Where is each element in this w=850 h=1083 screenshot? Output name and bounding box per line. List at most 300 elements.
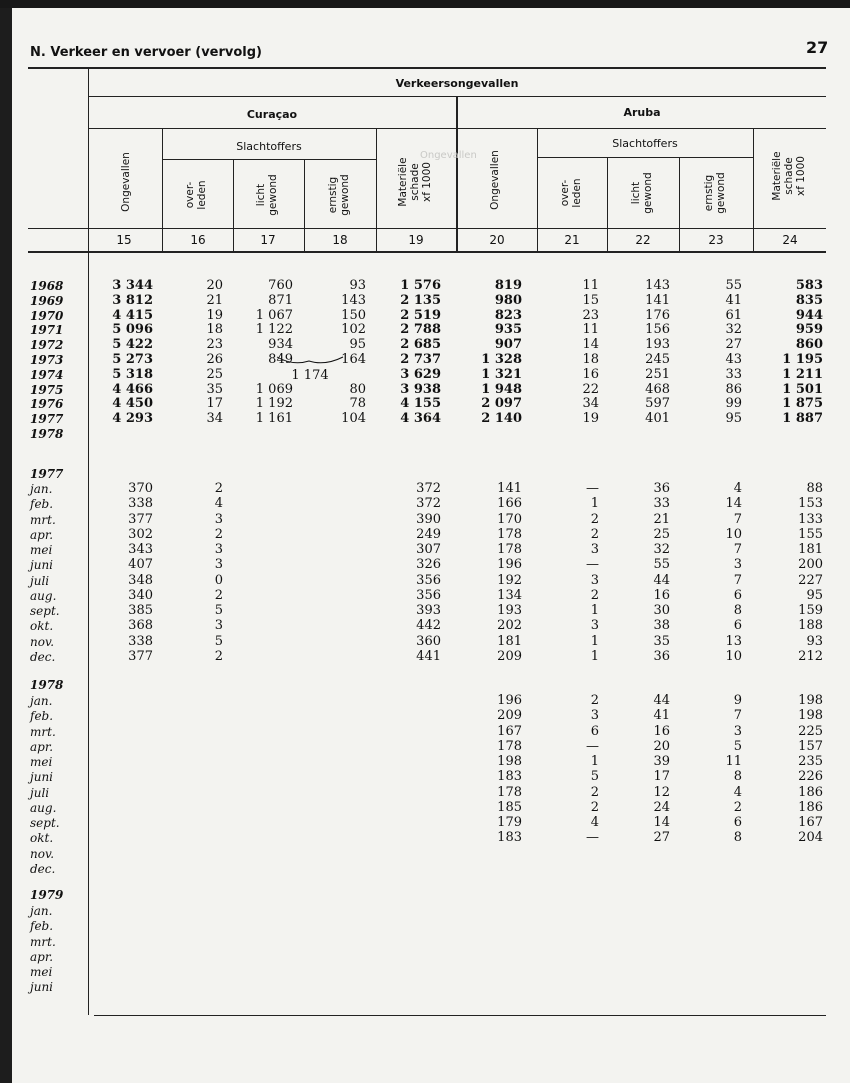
year-row-1974-col19: 3 629 (400, 366, 441, 382)
year-row-1973-col22: 245 (645, 352, 670, 367)
month-1978-4-col21: 1 (590, 754, 599, 769)
month-1977-8-col22: 30 (653, 603, 670, 618)
month-1979-5-label: juni (30, 980, 54, 995)
month-1977-11-col15: 377 (128, 648, 153, 664)
col18-header: ernstig gewond (327, 174, 351, 216)
year-row-1973-col15: 5 273 (112, 352, 153, 367)
year-row-1975-col15: 4 466 (112, 381, 153, 397)
col-divider-23 (753, 128, 754, 251)
top-rule (28, 67, 826, 69)
month-1977-8-col20: 193 (497, 603, 522, 618)
year-row-1972-label: 1972 (30, 338, 64, 353)
year-row-1972-col22: 193 (645, 337, 670, 353)
month-1977-1-label: feb. (30, 497, 54, 512)
year-row-1976-label: 1976 (30, 397, 64, 412)
month-1977-7-col15: 340 (128, 587, 153, 603)
month-1977-7-col22: 16 (653, 587, 670, 603)
month-1977-11-col23: 10 (725, 648, 742, 664)
year-row-1973-label: 1973 (30, 353, 64, 367)
year-row-1968-col15: 3 344 (112, 278, 153, 293)
col-divider-21 (607, 157, 608, 251)
year-row-1974-col22: 251 (645, 366, 670, 382)
year-row-1977-label: 1977 (30, 412, 64, 427)
month-1977-2-col20: 170 (497, 511, 522, 527)
month-1977-6-col23: 7 (733, 572, 742, 588)
month-1977-4-label: mei (30, 543, 53, 557)
year-row-1969-col15: 3 812 (112, 292, 153, 308)
col-divider-18 (376, 128, 377, 251)
year-row-1976-col18: 78 (349, 396, 366, 412)
month-1977-7-label: aug. (30, 588, 57, 603)
month-1978-8-label: sept. (30, 816, 60, 830)
month-1977-4-col22: 32 (653, 542, 670, 557)
month-1978-6-col23: 4 (733, 784, 742, 800)
month-1977-11-col22: 36 (653, 648, 670, 664)
month-1977-2-col19: 390 (416, 511, 441, 527)
month-1977-8-label: sept. (30, 604, 60, 618)
colnum-19: 19 (408, 233, 424, 247)
month-1977-5-col22: 55 (653, 557, 670, 573)
year-row-1974-col23: 33 (725, 366, 742, 382)
month-1977-6-col15: 348 (128, 572, 153, 588)
year-row-1970-label: 1970 (30, 308, 64, 323)
year-row-1972-col23: 27 (725, 337, 742, 353)
month-1977-3-col16: 2 (214, 526, 223, 542)
year-row-1972-col18: 95 (349, 337, 366, 353)
month-1978-9-col22: 27 (653, 830, 670, 846)
month-1977-10-col24: 93 (806, 633, 823, 649)
col-divider-19 (456, 96, 458, 251)
month-1977-8-col19: 393 (416, 603, 441, 618)
month-1977-2-col16: 3 (214, 511, 223, 527)
month-1977-1-col19: 372 (416, 496, 441, 512)
year-row-1968-col18: 93 (349, 278, 366, 293)
month-1977-10-col21: 1 (590, 633, 599, 649)
year-row-1977-col18: 104 (341, 411, 366, 427)
month-1977-8-col21: 1 (590, 603, 599, 618)
colnum-21: 21 (564, 233, 580, 247)
month-1977-3-col15: 302 (128, 526, 153, 542)
year-row-1969-col24: 835 (795, 292, 823, 308)
col17-header: licht gewond (255, 174, 279, 216)
month-1978-3-col24: 157 (798, 738, 823, 754)
month-1978-0-col20: 196 (497, 693, 522, 708)
year-heading-1978: 1978 (30, 678, 64, 692)
month-1978-6-col22: 12 (653, 784, 670, 800)
month-1977-1-col15: 338 (128, 496, 153, 512)
month-1978-9-col24: 204 (798, 830, 823, 846)
col19-header: Materiële schade xf 1000 (397, 157, 433, 207)
month-1977-10-label: nov. (30, 634, 55, 649)
month-1977-4-col21: 3 (590, 542, 599, 557)
month-1977-5-col20: 196 (497, 557, 522, 573)
month-1979-1-label: feb. (30, 919, 54, 934)
month-1978-2-col20: 167 (497, 723, 522, 739)
year-row-1975-col20: 1 948 (481, 381, 522, 397)
year-row-1975-col23: 86 (725, 381, 742, 397)
colnum-22: 22 (635, 233, 651, 247)
month-1978-8-col21: 4 (590, 815, 599, 830)
year-row-1972-col21: 14 (582, 337, 599, 353)
month-1977-0-col22: 36 (653, 481, 670, 496)
year-row-1971-col22: 156 (645, 322, 670, 338)
month-1977-10-col20: 181 (497, 633, 522, 649)
month-1978-4-col20: 198 (497, 754, 522, 769)
year-row-1970-col19: 2 519 (400, 307, 441, 323)
victims-aruba: Slachtoffers (612, 137, 678, 150)
month-1978-2-col24: 225 (798, 723, 823, 739)
month-1977-4-col16: 3 (214, 542, 223, 557)
victims-curacao: Slachtoffers (236, 140, 302, 153)
year-row-1976-col24: 1 875 (782, 396, 823, 412)
month-1978-7-col23: 2 (733, 799, 742, 815)
month-1978-2-col22: 16 (653, 723, 670, 739)
month-1977-2-col15: 377 (128, 511, 153, 527)
month-1977-9-col24: 188 (798, 618, 823, 634)
month-1978-1-col23: 7 (733, 708, 742, 724)
month-1977-9-col23: 6 (733, 618, 742, 634)
year-row-1969-col21: 15 (582, 292, 599, 308)
year-row-1973-col19: 2 737 (400, 352, 441, 367)
year-row-1974-col15: 5 318 (112, 366, 153, 382)
colnum-20: 20 (489, 233, 505, 247)
year-row-1976-col17: 1 192 (255, 396, 293, 412)
month-1977-2-label: mrt. (30, 512, 56, 527)
col22-header: licht gewond (630, 172, 654, 214)
year-row-1971-col23: 32 (725, 322, 742, 338)
year-row-1971-col18: 102 (341, 322, 366, 338)
month-1977-11-col21: 1 (590, 648, 599, 664)
year-row-1970-col18: 150 (341, 307, 366, 323)
month-1978-0-col24: 198 (798, 693, 823, 708)
month-1978-9-col23: 8 (733, 830, 742, 846)
col-divider-16 (233, 159, 234, 251)
year-row-1975-col24: 1 501 (782, 381, 823, 397)
year-row-1969-col16: 21 (206, 292, 223, 308)
month-1977-0-col20: 141 (497, 481, 522, 496)
main-title: Verkeersongevallen (395, 77, 519, 90)
year-row-1968-label: 1968 (30, 279, 64, 293)
month-1977-0-col16: 2 (214, 481, 223, 496)
month-1977-9-col20: 202 (497, 618, 522, 634)
year-row-1970-col20: 823 (494, 307, 522, 323)
month-1977-5-col16: 3 (214, 557, 223, 573)
month-1977-3-label: apr. (30, 527, 54, 542)
month-1978-9-col21: — (586, 830, 599, 846)
month-1978-3-col21: — (586, 738, 599, 754)
year-row-1977-col23: 95 (725, 411, 742, 427)
year-row-1977-col17: 1 161 (255, 411, 293, 427)
col21-header: over- leden (559, 178, 583, 208)
month-1977-0-col24: 88 (806, 481, 823, 496)
month-1978-9-col20: 183 (497, 830, 522, 846)
year-row-1969-col17: 871 (268, 292, 293, 308)
colnum-24: 24 (782, 233, 798, 247)
month-1977-3-col23: 10 (725, 526, 742, 542)
month-1977-7-col24: 95 (806, 587, 823, 603)
month-1977-9-col22: 38 (653, 618, 670, 634)
month-1978-1-col24: 198 (798, 708, 823, 724)
year-row-1976-col20: 2 097 (481, 396, 522, 412)
month-1977-4-col20: 178 (497, 542, 522, 557)
year-row-1973-col17: 849 (268, 352, 293, 367)
month-1977-9-col16: 3 (214, 618, 223, 634)
month-1978-6-label: juli (30, 785, 50, 800)
year-row-1975-col17: 1 069 (255, 381, 293, 397)
bottom-rule (94, 1015, 826, 1016)
year-row-1970-col24: 944 (795, 307, 823, 323)
month-1977-4-col23: 7 (733, 542, 742, 557)
stub-divider (88, 69, 89, 1015)
year-row-1969-col18: 143 (341, 292, 366, 308)
month-1977-3-col24: 155 (798, 526, 823, 542)
month-1978-6-col21: 2 (590, 784, 599, 800)
month-1977-6-col19: 356 (416, 572, 441, 588)
year-row-1971-col16: 18 (206, 322, 223, 338)
year-row-1968-col22: 143 (645, 278, 670, 293)
page-header-title: N. Verkeer en vervoer (vervolg) (30, 45, 263, 60)
month-1977-6-col24: 227 (798, 572, 823, 588)
month-1977-11-col24: 212 (798, 648, 823, 664)
month-1978-4-col22: 39 (653, 754, 670, 769)
month-1978-5-col22: 17 (653, 769, 670, 785)
year-row-1970-col22: 176 (645, 307, 670, 323)
month-1977-1-col21: 1 (590, 496, 599, 512)
month-1977-9-label: okt. (30, 619, 54, 634)
month-1978-1-col20: 209 (497, 708, 522, 724)
month-1978-4-label: mei (30, 755, 53, 769)
year-row-1974-col21: 16 (582, 366, 599, 382)
month-1977-6-col22: 44 (653, 572, 670, 588)
month-1977-1-col23: 14 (725, 496, 742, 512)
year-row-1975-col21: 22 (582, 381, 599, 397)
month-1979-2-label: mrt. (30, 934, 56, 949)
year-row-1972-col24: 860 (795, 337, 823, 353)
year-row-1973-col16: 26 (206, 352, 223, 367)
month-1977-7-col23: 6 (733, 587, 742, 603)
month-1977-11-col19: 441 (416, 648, 441, 664)
year-row-1977-col19: 4 364 (400, 411, 441, 427)
month-1977-8-col24: 159 (798, 603, 823, 618)
colnum-18: 18 (332, 233, 348, 247)
month-1978-5-col24: 226 (798, 769, 823, 785)
year-row-1977-col22: 401 (645, 411, 670, 427)
year-row-1968-col17: 760 (268, 278, 293, 293)
year-row-1977-col20: 2 140 (481, 411, 522, 427)
year-row-1971-col17: 1 122 (255, 322, 293, 338)
merged-1974-injured: 1 174 (291, 368, 329, 383)
year-row-1969-col23: 41 (725, 292, 742, 308)
col15-header: Ongevallen (120, 152, 132, 212)
year-row-1973-col21: 18 (582, 352, 599, 367)
month-1977-6-label: juli (30, 573, 50, 588)
month-1977-1-col22: 33 (653, 496, 670, 512)
month-1978-0-col21: 2 (590, 693, 599, 708)
month-1977-0-col19: 372 (416, 481, 441, 496)
year-row-1972-col20: 907 (494, 337, 522, 353)
month-1978-5-col23: 8 (733, 769, 742, 785)
month-1979-4-label: mei (30, 965, 53, 979)
year-row-1968-col21: 11 (582, 278, 599, 293)
year-row-1970-col15: 4 415 (112, 307, 153, 323)
month-1978-11-label: dec. (30, 861, 56, 876)
month-1978-5-col21: 5 (590, 769, 599, 785)
month-1978-2-col21: 6 (590, 723, 599, 739)
bleed-through: Ongevallen (420, 150, 477, 161)
month-1977-1-col20: 166 (497, 496, 522, 512)
year-row-1970-col17: 1 067 (255, 307, 293, 323)
month-1977-0-col15: 370 (128, 481, 153, 496)
month-1978-0-col23: 9 (733, 693, 742, 708)
year-row-1974-col24: 1 211 (782, 366, 823, 382)
year-row-1968-col19: 1 576 (400, 278, 441, 293)
month-1977-0-col23: 4 (733, 481, 742, 496)
month-1978-8-col20: 179 (497, 815, 522, 830)
month-1977-2-col23: 7 (733, 511, 742, 527)
month-1977-1-col16: 4 (214, 496, 223, 512)
year-row-1977-col16: 34 (206, 411, 223, 427)
month-1977-5-col23: 3 (733, 557, 742, 573)
month-1978-8-col22: 14 (653, 815, 670, 830)
month-1977-3-col21: 2 (590, 526, 599, 542)
year-row-1976-col22: 597 (645, 396, 670, 412)
month-1977-10-col16: 5 (214, 633, 223, 649)
month-1978-7-col22: 24 (653, 799, 670, 815)
col-divider-22 (679, 157, 680, 251)
month-1978-3-col20: 178 (497, 738, 522, 754)
year-row-1969-col22: 141 (645, 292, 670, 308)
year-row-1974-label: 1974 (30, 367, 64, 382)
year-row-1972-col15: 5 422 (112, 337, 153, 353)
month-1977-0-label: jan. (30, 482, 53, 496)
year-row-1974-col16: 25 (206, 366, 223, 382)
month-1979-0-label: jan. (30, 904, 53, 918)
month-1978-8-col23: 6 (733, 815, 742, 830)
year-row-1970-col16: 19 (206, 307, 223, 323)
year-row-1975-label: 1975 (30, 382, 64, 397)
month-1977-10-col23: 13 (725, 633, 742, 649)
year-row-1976-col16: 17 (206, 396, 223, 412)
month-1977-5-label: juni (30, 558, 54, 573)
col20-header: Ongevallen (489, 150, 501, 210)
month-1977-7-col19: 356 (416, 587, 441, 603)
month-1977-11-col20: 209 (497, 648, 522, 664)
month-1977-6-col20: 192 (497, 572, 522, 588)
month-1978-1-col22: 41 (653, 708, 670, 724)
year-row-1972-col16: 23 (206, 337, 223, 353)
month-1977-6-col21: 3 (590, 572, 599, 588)
month-1977-4-col19: 307 (416, 542, 441, 557)
month-1977-9-col15: 368 (128, 618, 153, 634)
year-row-1971-col15: 5 096 (112, 322, 153, 338)
month-1978-0-col22: 44 (653, 693, 670, 708)
month-1977-9-col21: 3 (590, 618, 599, 634)
colnum-15: 15 (116, 233, 132, 247)
year-row-1978-label: 1978 (30, 427, 64, 441)
year-row-1973-col24: 1 195 (782, 352, 823, 367)
month-1977-3-col22: 25 (653, 526, 670, 542)
month-1978-2-col23: 3 (733, 723, 742, 739)
year-row-1975-col22: 468 (645, 381, 670, 397)
month-1978-3-col22: 20 (653, 738, 670, 754)
month-1978-7-col24: 186 (798, 799, 823, 815)
month-1977-10-col19: 360 (416, 633, 441, 649)
month-1977-3-col20: 178 (497, 526, 522, 542)
page-number: 27 (806, 38, 829, 57)
year-row-1975-col16: 35 (206, 381, 223, 397)
year-row-1973-col20: 1 328 (481, 352, 522, 367)
month-1977-7-col16: 2 (214, 587, 223, 603)
year-row-1971-col20: 935 (494, 322, 522, 338)
month-1977-3-col19: 249 (416, 526, 441, 542)
month-1978-0-label: jan. (30, 694, 53, 708)
year-row-1972-col17: 934 (268, 337, 293, 353)
month-1977-4-col15: 343 (128, 542, 153, 557)
month-1977-8-col16: 5 (214, 603, 223, 618)
month-1977-1-col24: 153 (798, 496, 823, 512)
year-row-1969-col20: 980 (494, 292, 522, 308)
year-row-1973-col23: 43 (725, 352, 742, 367)
group-curacao: Curaçao (246, 108, 298, 121)
year-row-1977-col15: 4 293 (112, 411, 153, 427)
month-1978-9-label: okt. (30, 831, 54, 846)
year-row-1971-col21: 11 (582, 322, 599, 338)
month-1977-5-col24: 200 (798, 557, 823, 573)
colnum-17: 17 (260, 233, 276, 247)
colnum-16: 16 (190, 233, 206, 247)
month-1977-2-col24: 133 (798, 511, 823, 527)
month-1977-4-col24: 181 (798, 542, 823, 557)
year-row-1977-col21: 19 (582, 411, 599, 427)
month-1977-8-col15: 385 (128, 603, 153, 618)
month-1978-1-label: feb. (30, 709, 54, 724)
month-1977-11-col16: 2 (214, 648, 223, 664)
month-1977-5-col15: 407 (128, 557, 153, 573)
month-1977-10-col15: 338 (128, 633, 153, 649)
month-1979-3-label: apr. (30, 949, 54, 964)
year-row-1975-col18: 80 (349, 381, 366, 397)
month-1977-0-col21: — (586, 481, 599, 496)
year-row-1971-label: 1971 (30, 323, 64, 338)
month-1978-7-label: aug. (30, 800, 57, 815)
month-1978-7-col21: 2 (590, 799, 599, 815)
col23-header: ernstig gewond (703, 172, 727, 214)
year-row-1969-col19: 2 135 (400, 292, 441, 308)
year-row-1976-col21: 34 (582, 396, 599, 412)
col24-header: Materiële schade xf 1000 (771, 151, 807, 201)
group-aruba: Aruba (623, 106, 661, 119)
month-1977-11-label: dec. (30, 649, 56, 664)
year-row-1969-label: 1969 (30, 293, 64, 308)
month-1977-6-col16: 0 (214, 572, 223, 588)
year-row-1971-col24: 959 (795, 322, 823, 338)
month-1978-7-col20: 185 (497, 799, 522, 815)
col-divider-17 (304, 159, 305, 251)
rule-below-colnums (28, 251, 826, 253)
month-1978-4-col23: 11 (725, 754, 742, 769)
month-1977-7-col20: 134 (497, 587, 522, 603)
month-1978-6-col24: 186 (798, 784, 823, 800)
month-1978-8-col24: 167 (798, 815, 823, 830)
year-row-1976-col19: 4 155 (400, 396, 441, 412)
month-1978-2-label: mrt. (30, 724, 56, 739)
month-1978-6-col20: 178 (497, 784, 522, 800)
year-row-1970-col23: 61 (725, 307, 742, 323)
year-row-1976-col23: 99 (725, 396, 742, 412)
month-1977-7-col21: 2 (590, 587, 599, 603)
month-1978-4-col24: 235 (798, 754, 823, 769)
month-1978-5-col20: 183 (497, 769, 522, 785)
